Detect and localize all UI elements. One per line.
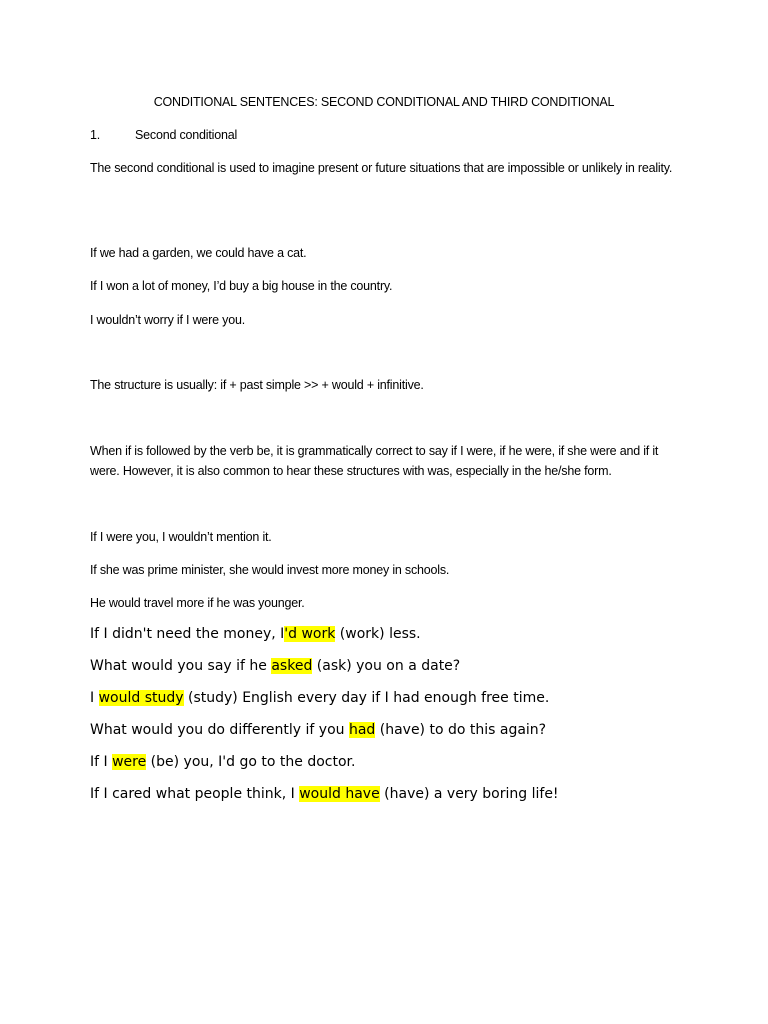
example-sentence: I wouldn’t worry if I were you. <box>90 313 245 327</box>
note-paragraph: When if is followed by the verb be, it is grammatically correct to say if I were, if he were, if she were and if it were. However, it is also common to hear these structures with was, especially in the he/she form. <box>90 444 659 478</box>
highlighted-answer: had <box>348 722 376 738</box>
exercise-text: What would you say if he <box>90 658 272 674</box>
exercise-text: I <box>90 690 99 706</box>
example-sentence: If we had a garden, we could have a cat. <box>90 246 307 260</box>
highlighted-answer: were <box>112 754 147 770</box>
example-sentence: If I won a lot of money, I’d buy a big house in the country. <box>90 279 393 293</box>
intro-paragraph: The second conditional is used to imagine present or future situations that are impossible or unlikely in reality. <box>90 161 673 175</box>
exercise-text: (be) you, I'd go to the doctor. <box>146 754 356 770</box>
highlighted-answer: 'd work <box>284 626 336 642</box>
highlighted-answer: would study <box>98 690 184 706</box>
exercise-text: If I <box>90 754 113 770</box>
structure-paragraph: The structure is usually: if + past simple >> + would + infinitive. <box>90 378 424 392</box>
exercise-text: If I didn't need the money, I <box>90 626 285 642</box>
exercise-line <box>90 688 549 708</box>
exercise-text: (work) less. <box>335 626 421 642</box>
exercise-line <box>90 720 546 740</box>
document-title: CONDITIONAL SENTENCES: SECOND CONDITIONAL AND THIRD CONDITIONAL <box>153 95 615 109</box>
section-title: Second conditional <box>135 128 238 142</box>
exercise-text: (ask) you on a date? <box>312 658 461 674</box>
example-sentence: He would travel more if he was younger. <box>90 596 305 610</box>
exercise-line <box>90 656 460 676</box>
highlighted-answer: asked <box>271 658 313 674</box>
exercise-line <box>90 752 355 772</box>
exercise-text: (have) a very boring life! <box>379 786 559 802</box>
exercise-line <box>90 784 559 804</box>
exercise-text: If I cared what people think, I <box>90 786 300 802</box>
example-sentence: If I were you, I wouldn’t mention it. <box>90 530 272 544</box>
exercise-text: (study) English every day if I had enough free time. <box>183 690 550 706</box>
example-sentence: If she was prime minister, she would invest more money in schools. <box>90 563 450 577</box>
section-number: 1. <box>90 128 101 142</box>
exercise-text: What would you do differently if you <box>90 722 349 738</box>
highlighted-answer: would have <box>299 786 380 802</box>
exercise-text: (have) to do this again? <box>375 722 547 738</box>
exercise-line <box>90 624 421 644</box>
